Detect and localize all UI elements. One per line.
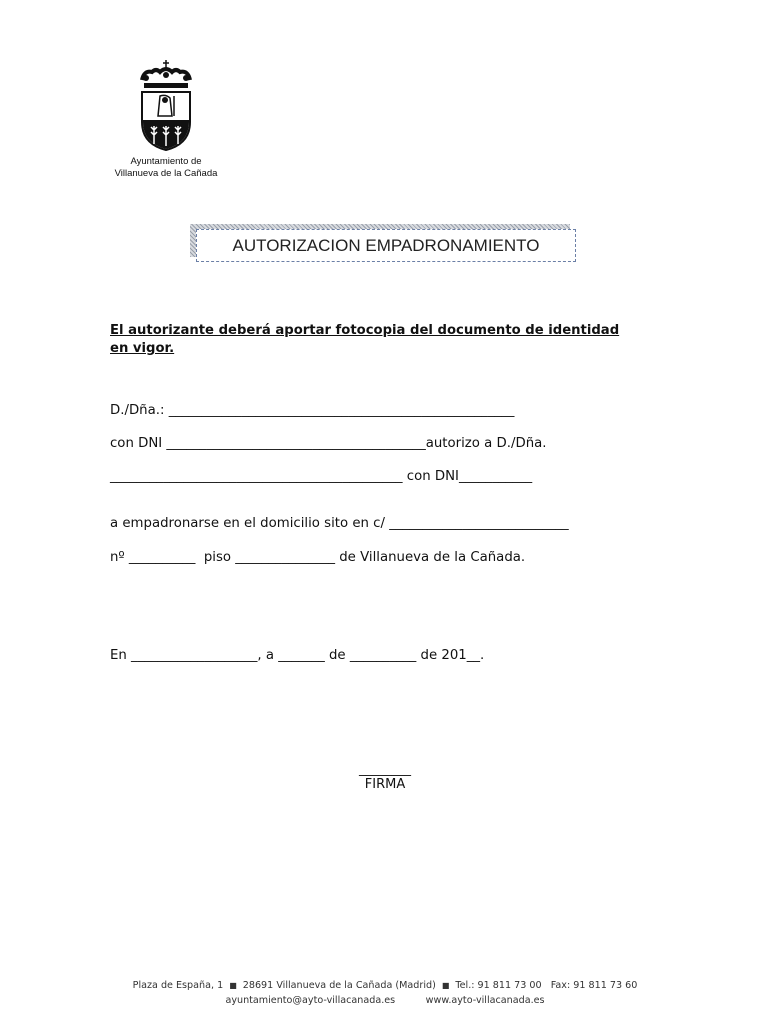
document-title: AUTORIZACION EMPADRONAMIENTO bbox=[232, 235, 540, 255]
logo-line-2: Villanueva de la Cañada bbox=[114, 168, 218, 179]
authorized-person-line: ____________________________________________ con DNI___________ bbox=[110, 469, 533, 484]
address-number-line: nº __________ piso _______________ de Villanueva de la Cañada. bbox=[110, 550, 526, 565]
footer-web: www.ayto-villacanada.es bbox=[425, 995, 545, 1006]
footer-contact-line bbox=[0, 980, 770, 991]
logo-caption bbox=[110, 156, 222, 180]
footer-tel: Tel.: 91 811 73 00 bbox=[455, 980, 542, 991]
separator-icon: ■ bbox=[441, 981, 450, 990]
address-street-line: a empadronarse en el domicilio sito en c/ ___________________________ bbox=[110, 516, 569, 531]
notice-line-2: en vigor. bbox=[110, 341, 175, 356]
notice-text bbox=[110, 322, 670, 358]
logo-line-1: Ayuntamiento de bbox=[130, 156, 202, 167]
title-box bbox=[196, 229, 576, 262]
footer-city: 28691 Villanueva de la Cañada (Madrid) bbox=[242, 980, 436, 991]
footer-email: ayuntamiento@ayto-villacanada.es bbox=[225, 995, 396, 1006]
separator-icon: ■ bbox=[229, 981, 237, 990]
authorizer-dni-line: con DNI _______________________________________autorizo a D./Dña. bbox=[110, 436, 547, 451]
notice-line-1: El autorizante deberá aportar fotocopia del documento de identidad bbox=[110, 323, 620, 338]
place-date-line: En ___________________, a _______ de __________ de 201__. bbox=[110, 648, 485, 663]
authorizer-name-line: D./Dña.: ____________________________________________________ bbox=[110, 403, 515, 418]
signature-label: FIRMA bbox=[364, 777, 406, 792]
footer-address: Plaza de España, 1 bbox=[132, 980, 224, 991]
footer-web-line bbox=[0, 995, 770, 1006]
coat-of-arms-icon bbox=[136, 58, 196, 154]
footer-fax: Fax: 91 811 73 60 bbox=[550, 980, 638, 991]
signature-line: ________ bbox=[359, 762, 411, 777]
